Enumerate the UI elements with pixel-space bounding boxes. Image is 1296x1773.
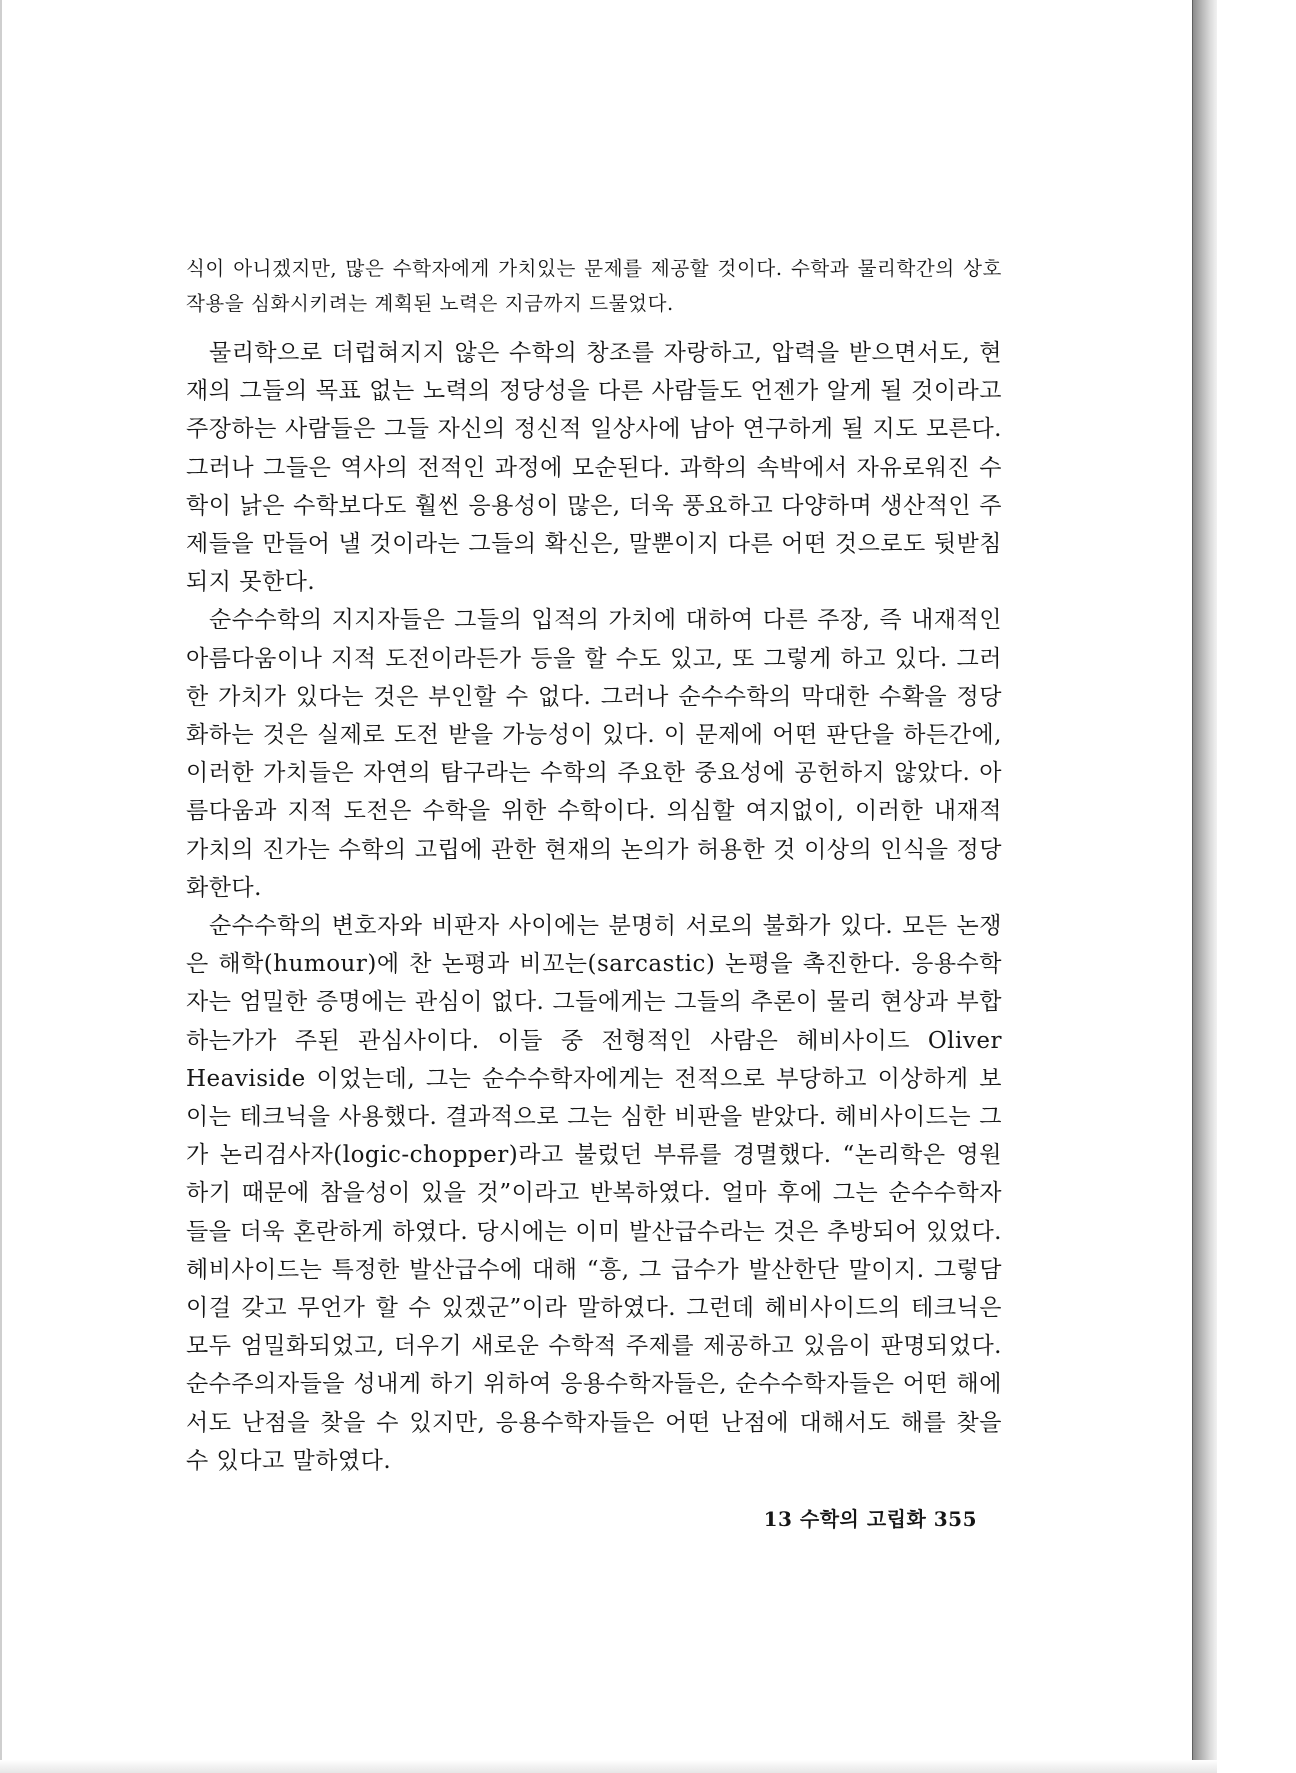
running-footer — [742, 1503, 977, 1532]
quoted-passage: 식이 아니겠지만, 많은 수학자에게 가치있는 문제를 제공할 것이다. 수학과 물리학간의 상호 작용을 심화시키려는 계획된 노력은 지금까지 드물었다. — [186, 257, 1002, 315]
page-number: 355 — [933, 1507, 977, 1531]
chapter-number: 13 — [763, 1507, 793, 1531]
paragraph-2: 순수수학의 지지자들은 그들의 입적의 가치에 대하여 다른 주장, 즉 내재적인 아름다움이나 지적 도전이라든가 등을 할 수도 있고, 또 그렇게 하고 있다. 그러한 가치가 있다는 것은 부인할 수 없다. 그러나 순수수학의 막대한 수확을 정당화하는 것은 실제로 도전 받을 가능성이 있다. 이 문제에 어떤 판단을 하든간에, 이러한 가치들은 자연의 탐구라는 수학의 주요한 중요성에 공헌하지 않았다. 아름다움과 지적 도전은 수학을 위한 수학이다. 의심할 여지없이, 이러한 내재적 가치의 진가는 수학의 고립에 관한 현재의 논의가 허용한 것 이상의 인식을 정당화한다. — [186, 607, 1002, 901]
body-text — [186, 334, 1002, 1480]
bottom-edge-shadow — [0, 1760, 1217, 1773]
page-edge-shadow — [1193, 0, 1217, 1773]
paragraph-3: 순수수학의 변호자와 비판자 사이에는 분명히 서로의 불화가 있다. 모든 논쟁은 해학(humour)에 찬 논평과 비꼬는(sarcastic) 논평을 촉진한다. 응용수학자는 엄밀한 증명에는 관심이 없다. 그들에게는 그들의 추론이 물리 현상과 부합하는가가 주된 관심사이다. 이들 중 전형적인 사람은 헤비사이드 Oliver Heaviside 이었는데, 그는 순수수학자에게는 전적으로 부당하고 이상하게 보이는 테크닉을 사용했다. 결과적으로 그는 심한 비판을 받았다. 헤비사이드는 그가 논리검사자(logic-chopper)라고 불렀던 부류를 경멸했다. “논리학은 영원하기 때문에 참을성이 있을 것”이라고 반복하였다. 얼마 후에 그는 순수수학자들을 더욱 혼란하게 하였다. 당시에는 이미 발산급수라는 것은 추방되어 있었다. 헤비사이드는 특정한 발산급수에 대해 “흥, 그 급수가 발산한단 말이지. 그렇담 이걸 갖고 무언가 할 수 있겠군”이라 말하였다. 그런데 헤비사이드의 테크닉은 모두 엄밀화되었고, 더우기 새로운 수학적 주제를 제공하고 있음이 판명되었다. 순수주의자들을 성내게 하기 위하여 응용수학자들은, 순수수학자들은 어떤 해에서도 난점을 찾을 수 있지만, 응용수학자들은 어떤 난점에 대해서도 해를 찾을 수 있다고 말하였다. — [186, 913, 1002, 1474]
paragraph-1: 물리학으로 더럽혀지지 않은 수학의 창조를 자랑하고, 압력을 받으면서도, 현재의 그들의 목표 없는 노력의 정당성을 다른 사람들도 언젠가 알게 될 것이라고 주장하는 사람들은 그들 자신의 정신적 일상사에 남아 연구하게 될 지도 모른다. 그러나 그들은 역사의 전적인 과정에 모순된다. 과학의 속박에서 자유로워진 수학이 낡은 수학보다도 훨씬 응용성이 많은, 더욱 풍요하고 다양하며 생산적인 주제들을 만들어 낼 것이라는 그들의 확신은, 말뿐이지 다른 어떤 것으로도 뒷받침되지 못한다. — [186, 340, 1002, 596]
chapter-title: 수학의 고립화 — [799, 1507, 927, 1531]
